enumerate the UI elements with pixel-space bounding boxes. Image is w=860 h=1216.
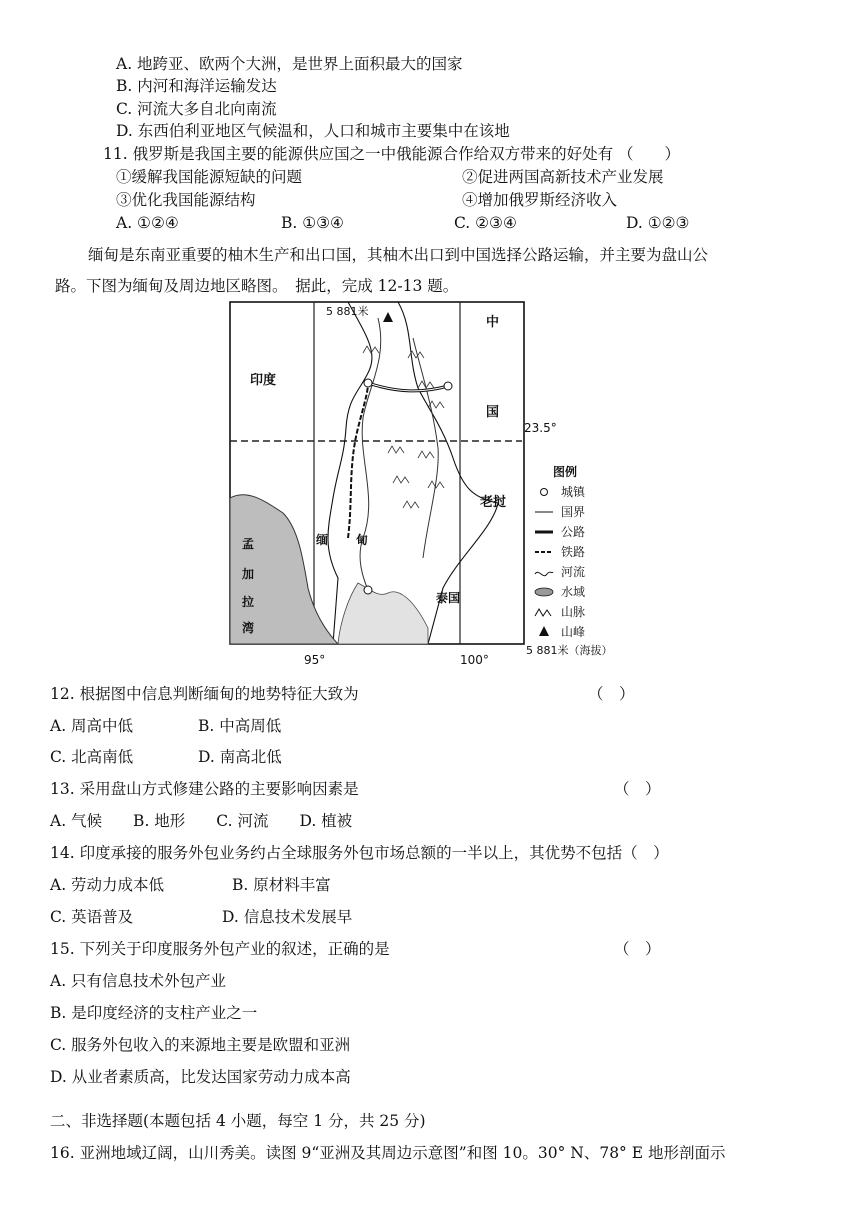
map-label-myanmar-1: 缅 [316,533,329,547]
q14-stem: 14. 印度承接的服务外包业务约占全球服务外包市场总额的一半以上，其优势不包括（ ） [50,844,669,862]
map-label-india: 印度 [250,373,277,388]
q10-option-b: B. 内河和海洋运输发达 [116,77,277,95]
q14-option-a: A. 劳动力成本低 [50,876,165,894]
map-label-bengal-2: 加 [242,567,255,581]
q12-paren: （ ） [588,685,635,703]
intro-line-1: 缅甸是东南亚重要的柚木生产和出口国，其柚木出口到中国选择公路运输，并主要为盘山公 [88,246,709,264]
q11-choice-d: D. ①②③ [626,214,690,232]
q12-option-b: B. 中高周低 [198,717,282,735]
legend-border: 国界 [561,505,586,519]
q15-option-c: C. 服务外包收入的来源地主要是欧盟和亚洲 [50,1036,351,1054]
q11-item-3: ③优化我国能源结构 [116,191,256,209]
q13-paren: （ ） [614,780,661,798]
town-mandalay [364,379,372,387]
legend-town-symbol [541,489,548,496]
peak-symbol [383,312,393,322]
map-label-lon-100: 100° [460,653,489,667]
section-2-heading: 二、非选择题(本题包括 4 小题，每空 1 分，共 25 分) [50,1112,426,1130]
q11-stem: 11. 俄罗斯是我国主要的能源供应国之一中俄能源合作给双方带来的好处有 （ ） [103,145,681,163]
legend-peak-note: 5 881米（海拔） [526,644,613,657]
map-label-thailand: 泰国 [436,591,461,605]
map-label-bengal-3: 拉 [242,595,255,609]
map-label-lon-95: 95° [304,653,326,667]
q16-stem: 16. 亚洲地域辽阔，山川秀美。读图 9“亚洲及其周边示意图”和图 10。30° N、78° E 地形剖面示 [50,1144,726,1162]
river-irrawaddy [360,318,381,590]
q14-option-c: C. 英语普及 [50,908,134,926]
q10-option-a: A. 地跨亚、欧两个大洲，是世界上面积最大的国家 [116,55,463,73]
q10-option-d: D. 东西伯利亚地区气候温和，人口和城市主要集中在该地 [116,122,510,140]
q11-choice-c: C. ②③④ [454,214,517,232]
legend-water: 水域 [561,585,586,599]
q11-item-4: ④增加俄罗斯经济收入 [462,191,618,209]
legend-rail: 铁路 [561,545,586,559]
q12-option-d: D. 南高北低 [198,748,282,766]
river-salween [413,338,438,558]
legend-town: 城镇 [561,485,586,499]
q15-option-a: A. 只有信息技术外包产业 [50,972,227,990]
town-border [444,382,452,390]
map-peak-top-label: 5 881米 [326,305,369,318]
q15-stem: 15. 下列关于印度服务外包产业的叙述，正确的是 [50,940,390,958]
legend-water-symbol [535,588,553,596]
q11-item-1: ①缓解我国能源短缺的问题 [116,168,303,186]
legend-peak-symbol [539,626,549,636]
q15-paren: （ ） [614,940,661,958]
q10-option-c: C. 河流大多自北向南流 [116,100,277,118]
legend-peak: 山峰 [561,625,586,639]
intro-line-2: 路。下图为缅甸及周边地区略图。 据此，完成 12-13 题。 [55,277,459,295]
q14-option-b: B. 原材料丰富 [232,876,331,894]
mountain-symbols [363,346,444,508]
legend-symbols [535,489,553,637]
q12-option-c: C. 北高南低 [50,748,134,766]
legend-title: 图例 [553,465,578,479]
legend-mountain-symbol [535,609,551,616]
map-label-china-2: 国 [486,405,500,420]
myanmar-map [228,298,628,670]
q12-stem: 12. 根据图中信息判断缅甸的地势特征大致为 [50,685,359,703]
legend-river: 河流 [561,565,586,579]
q11-choice-a: A. ①②④ [116,214,179,232]
legend-mountain: 山脉 [561,605,586,619]
map-label-myanmar-2: 甸 [356,533,369,547]
map-label-bengal-4: 湾 [242,621,255,635]
q11-item-2: ②促进两国高新技术产业发展 [462,168,664,186]
railway [348,383,368,538]
map-label-laos: 老挝 [480,495,507,510]
q15-option-b: B. 是印度经济的支柱产业之一 [50,1004,258,1022]
q15-option-d: D. 从业者素质高，比发达国家劳动力成本高 [50,1068,351,1086]
gulf-of-martaban [338,583,428,644]
q14-option-d: D. 信息技术发展早 [222,908,353,926]
map-label-bengal-1: 孟 [242,537,255,551]
q13-options: A. 气候 B. 地形 C. 河流 D. 植被 [50,812,353,830]
town-yangon [364,586,372,594]
map-label-china-1: 中 [486,315,500,330]
legend-road: 公路 [561,525,586,539]
q12-option-a: A. 周高中低 [50,717,134,735]
q11-choice-b: B. ①③④ [281,214,344,232]
legend-river-symbol [535,572,553,576]
q13-stem: 13. 采用盘山方式修建公路的主要影响因素是 [50,780,359,798]
map-label-lat: 23.5° [524,421,557,435]
